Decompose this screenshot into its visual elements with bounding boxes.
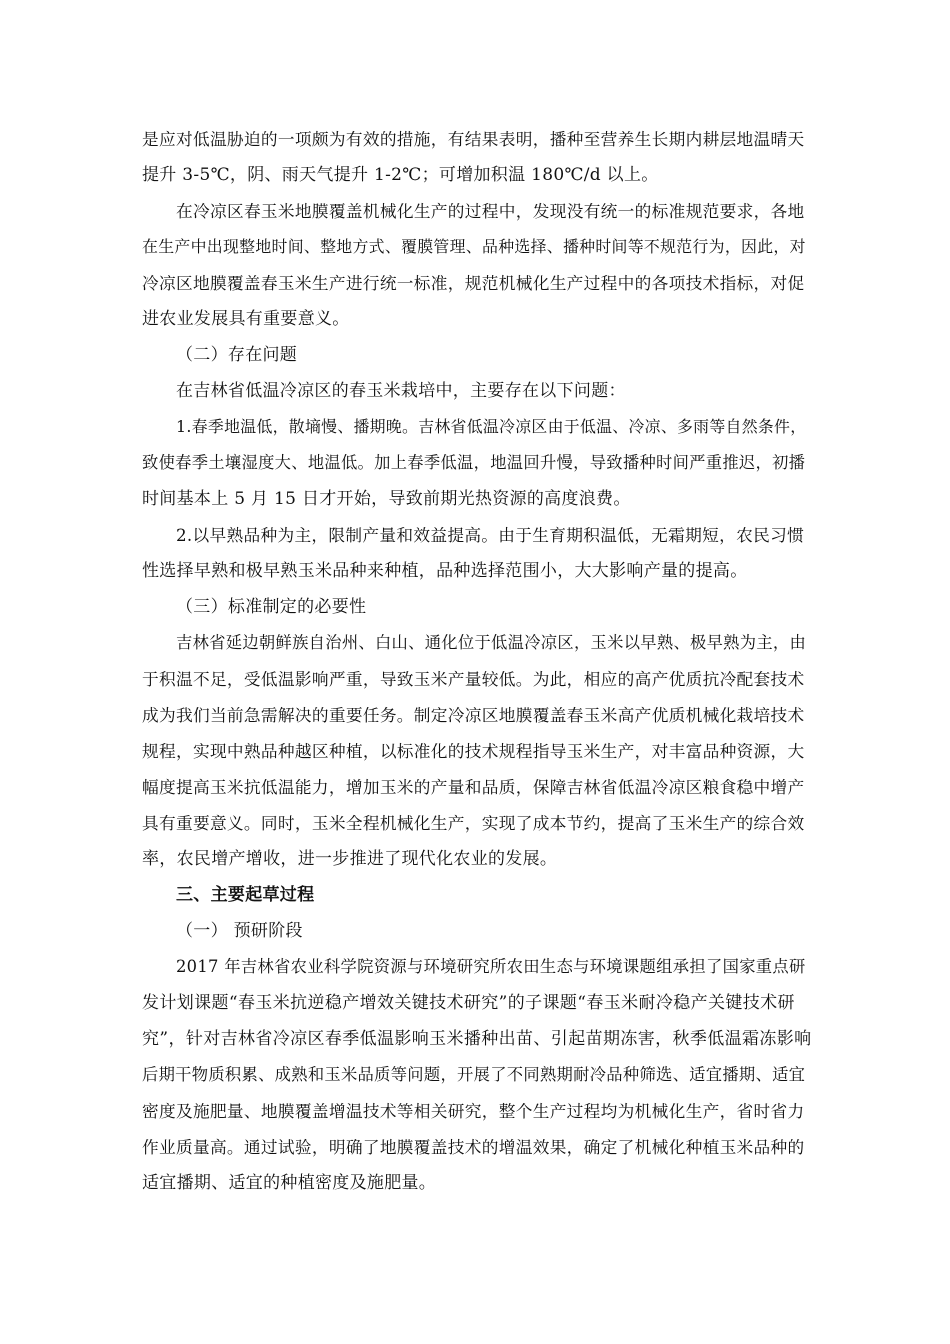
text-line: 发计划课题“春玉米抗逆稳产增效关键技术研究”的子课题“春玉米耐冷稳产关键技术研 xyxy=(142,993,795,1013)
text-line: 究”，针对吉林省冷凉区春季低温影响玉米播种出苗、引起苗期冻害，秋季低温霜冻影响 xyxy=(142,1029,812,1049)
text-line: 于积温不足，受低温影响严重，导致玉米产量较低。为此，相应的高产优质抗冷配套技术 xyxy=(142,669,805,689)
text-line: 规程，实现中熟品种越区种植，以标准化的技术规程指导玉米生产，对丰富品种资源，大 xyxy=(142,741,805,761)
text-line: 2017 年吉林省农业科学院资源与环境研究所农田生态与环境课题组承担了国家重点研 xyxy=(176,957,806,976)
text-line: 性选择早熟和极早熟玉米品种来种植，品种选择范围小，大大影响产量的提高。 xyxy=(142,561,748,581)
text-line: 幅度提高玉米抗低温能力，增加玉米的产量和品质，保障吉林省低温冷凉区粮食稳中增产 xyxy=(142,777,805,797)
text-line: 后期干物质积累、成熟和玉米品质等问题，开展了不同熟期耐冷品种筛选、适宜播期、适宜 xyxy=(142,1065,806,1084)
text-line: 在生产中出现整地时间、整地方式、覆膜管理、品种选择、播种时间等不规范行为，因此，对 xyxy=(142,237,806,256)
text-line: 密度及施肥量、地膜覆盖增温技术等相关研究，整个生产过程均为机械化生产，省时省力 xyxy=(142,1101,805,1121)
text-line: 作业质量高。通过试验，明确了地膜覆盖技术的增温效果，确定了机械化种植玉米品种的 xyxy=(142,1137,805,1157)
text-line: 是应对低温胁迫的一项颇为有效的措施，有结果表明，播种至营养生长期内耕层地温晴天 xyxy=(142,129,805,149)
text-line: 在冷凉区春玉米地膜覆盖机械化生产的过程中，发现没有统一的标准规范要求，各地 xyxy=(176,201,805,221)
text-line: 冷凉区地膜覆盖春玉米生产进行统一标准，规范机械化生产过程中的各项技术指标，对促 xyxy=(142,273,805,293)
text-line: 在吉林省低温冷凉区的春玉米栽培中，主要存在以下问题： xyxy=(176,381,626,401)
section-subheading: （二）存在问题 xyxy=(176,345,298,365)
text-line: 2.以早熟品种为主，限制产量和效益提高。由于生育期积温低，无霜期短，农民习惯 xyxy=(176,525,805,545)
text-line: 时间基本上 5 月 15 日才开始，导致前期光热资源的高度浪费。 xyxy=(142,489,631,509)
text-line: 提升 3-5℃，阴、雨天气提升 1-2℃；可增加积温 180℃/d 以上。 xyxy=(142,165,659,185)
text-line: 成为我们当前急需解决的重要任务。制定冷凉区地膜覆盖春玉米高产优质机械化栽培技术 xyxy=(142,705,805,725)
text-line: 适宜播期、适宜的种植密度及施肥量。 xyxy=(142,1173,437,1193)
text-line: 率，农民增产增收，进一步推进了现代化农业的发展。 xyxy=(142,849,558,869)
text-line: 具有重要意义。同时，玉米全程机械化生产，实现了成本节约，提高了玉米生产的综合效 xyxy=(142,813,805,833)
text-line: 1.春季地温低，散墒慢、播期晚。吉林省低温冷凉区由于低温、冷凉、多雨等自然条件， xyxy=(176,417,807,436)
text-line: 致使春季土壤湿度大、地温低。加上春季低温，地温回升慢，导致播种时间严重推迟，初播 xyxy=(142,453,806,472)
section-subheading: （三）标准制定的必要性 xyxy=(176,597,367,617)
section-subheading: （一） 预研阶段 xyxy=(176,921,303,941)
section-heading: 三、主要起草过程 xyxy=(176,885,315,905)
text-line: 吉林省延边朝鲜族自治州、白山、通化位于低温冷凉区，玉米以早熟、极早熟为主，由 xyxy=(176,633,807,652)
text-line: 进农业发展具有重要意义。 xyxy=(142,309,350,329)
